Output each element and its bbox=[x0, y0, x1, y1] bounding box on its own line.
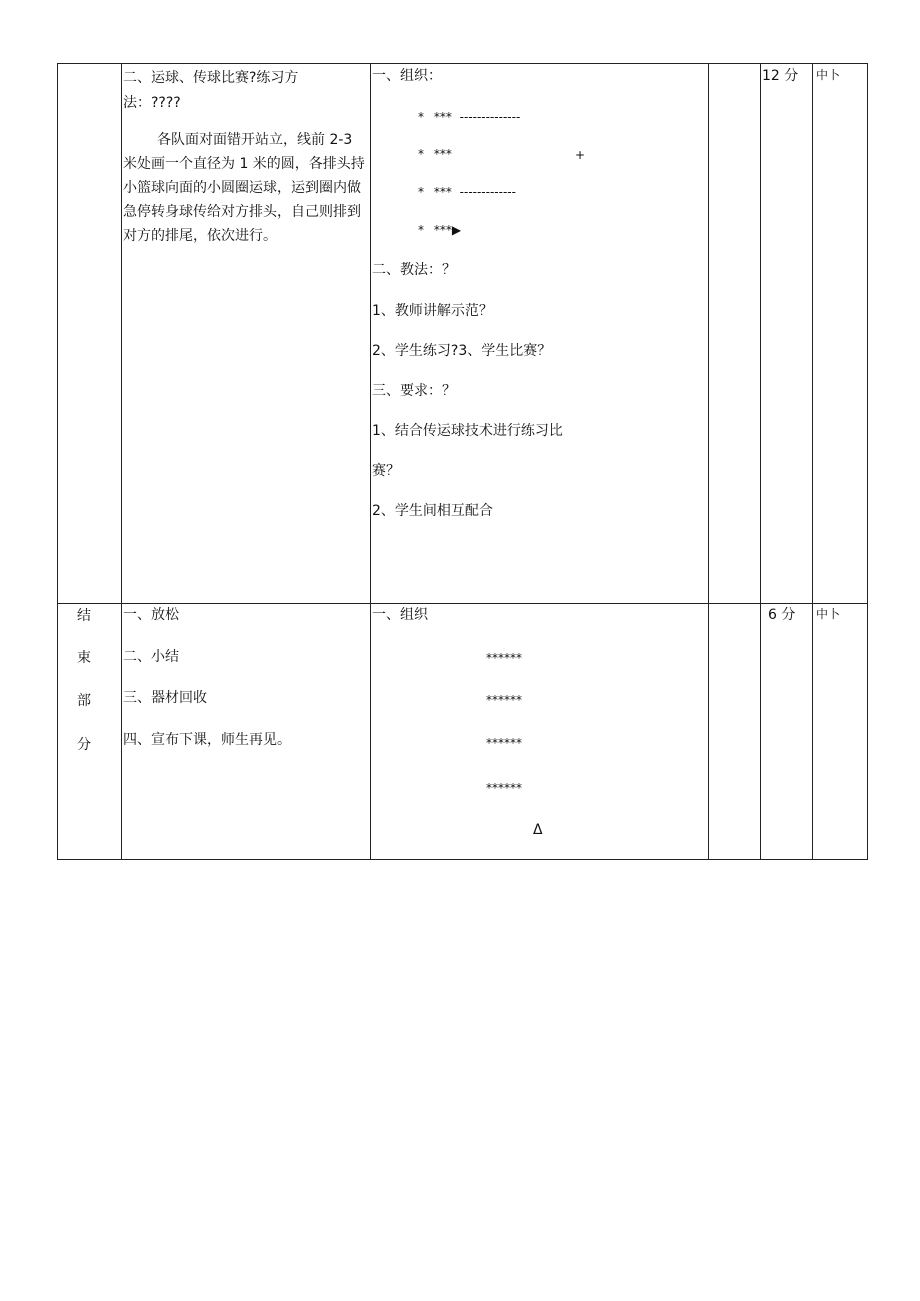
formation-stars: *** bbox=[433, 185, 452, 199]
content-title-line1: 二、运球、传球比赛?练习方 bbox=[123, 70, 299, 86]
column-divider bbox=[812, 63, 813, 860]
method-item-2: 2、学生练习?3、学生比赛？ bbox=[372, 343, 552, 359]
method-title: 二、教法：？ bbox=[372, 262, 456, 278]
require-item-1a: 1、结合传运球技术进行练习比 bbox=[372, 423, 563, 439]
content-paragraph: 各队面对面错开站立，线前 2-3 米处画一个直径为 1 米的圆，各排头持小篮球向面的小圆圈运球，运到圈内做急停转身球传给对方排头，自己则排到对方的排尾，依次进行。 bbox=[123, 132, 365, 244]
section-char: 束 bbox=[77, 650, 91, 666]
teacher-triangle-icon: Δ bbox=[533, 822, 543, 838]
formation-dash-line: ------------- bbox=[459, 185, 516, 199]
formation-stars: *** bbox=[433, 223, 452, 237]
intensity-cell: 中卜 bbox=[816, 68, 841, 82]
section-char: 部 bbox=[77, 693, 91, 709]
formation-plus-mark: + bbox=[575, 148, 586, 162]
formation-stars: *** bbox=[433, 110, 452, 124]
row-divider bbox=[57, 603, 868, 604]
formation-row: ****** bbox=[486, 693, 522, 707]
require-item-2: 2、学生间相互配合 bbox=[372, 503, 493, 519]
end-item: 四、宣布下课，师生再见。 bbox=[123, 732, 291, 748]
content-title-line2: 法：???? bbox=[123, 95, 181, 111]
end-item: 三、器材回收 bbox=[123, 690, 207, 706]
org-title: 一、组织： bbox=[372, 68, 442, 84]
require-item-1b: 赛？ bbox=[372, 463, 400, 479]
require-title: 三、要求：？ bbox=[372, 383, 456, 399]
formation-star: * bbox=[418, 147, 424, 161]
method-item-1: 1、教师讲解示范？ bbox=[372, 303, 493, 319]
section-char: 结 bbox=[77, 608, 91, 624]
formation-stars: *** bbox=[433, 147, 452, 161]
formation-star: * bbox=[418, 223, 424, 237]
formation-row: ****** bbox=[486, 736, 522, 750]
arrow-icon: ▶ bbox=[451, 223, 462, 237]
formation-line-1 bbox=[418, 109, 520, 125]
formation-row: ****** bbox=[486, 781, 522, 795]
column-divider bbox=[708, 63, 709, 860]
column-divider bbox=[121, 63, 122, 860]
section-char: 分 bbox=[77, 737, 91, 753]
formation-line-3 bbox=[418, 184, 516, 200]
formation-row: ****** bbox=[486, 651, 522, 665]
table-top-border bbox=[57, 63, 868, 64]
column-divider bbox=[760, 63, 761, 860]
formation-dash-line: -------------- bbox=[459, 110, 521, 124]
formation-star: * bbox=[418, 185, 424, 199]
time-cell: 12 分 bbox=[762, 68, 799, 84]
column-divider bbox=[370, 63, 371, 860]
end-item: 一、放松 bbox=[123, 607, 179, 623]
time-cell: 6 分 bbox=[768, 607, 796, 623]
formation-line-2 bbox=[418, 146, 452, 162]
formation-star: * bbox=[418, 110, 424, 124]
intensity-cell: 中卜 bbox=[816, 607, 841, 621]
table-left-border bbox=[57, 63, 58, 860]
table-right-border bbox=[867, 63, 868, 860]
formation-line-4 bbox=[418, 222, 461, 238]
table-bottom-border bbox=[57, 859, 868, 860]
end-item: 二、小结 bbox=[123, 649, 179, 665]
org-title: 一、组织 bbox=[372, 607, 428, 623]
